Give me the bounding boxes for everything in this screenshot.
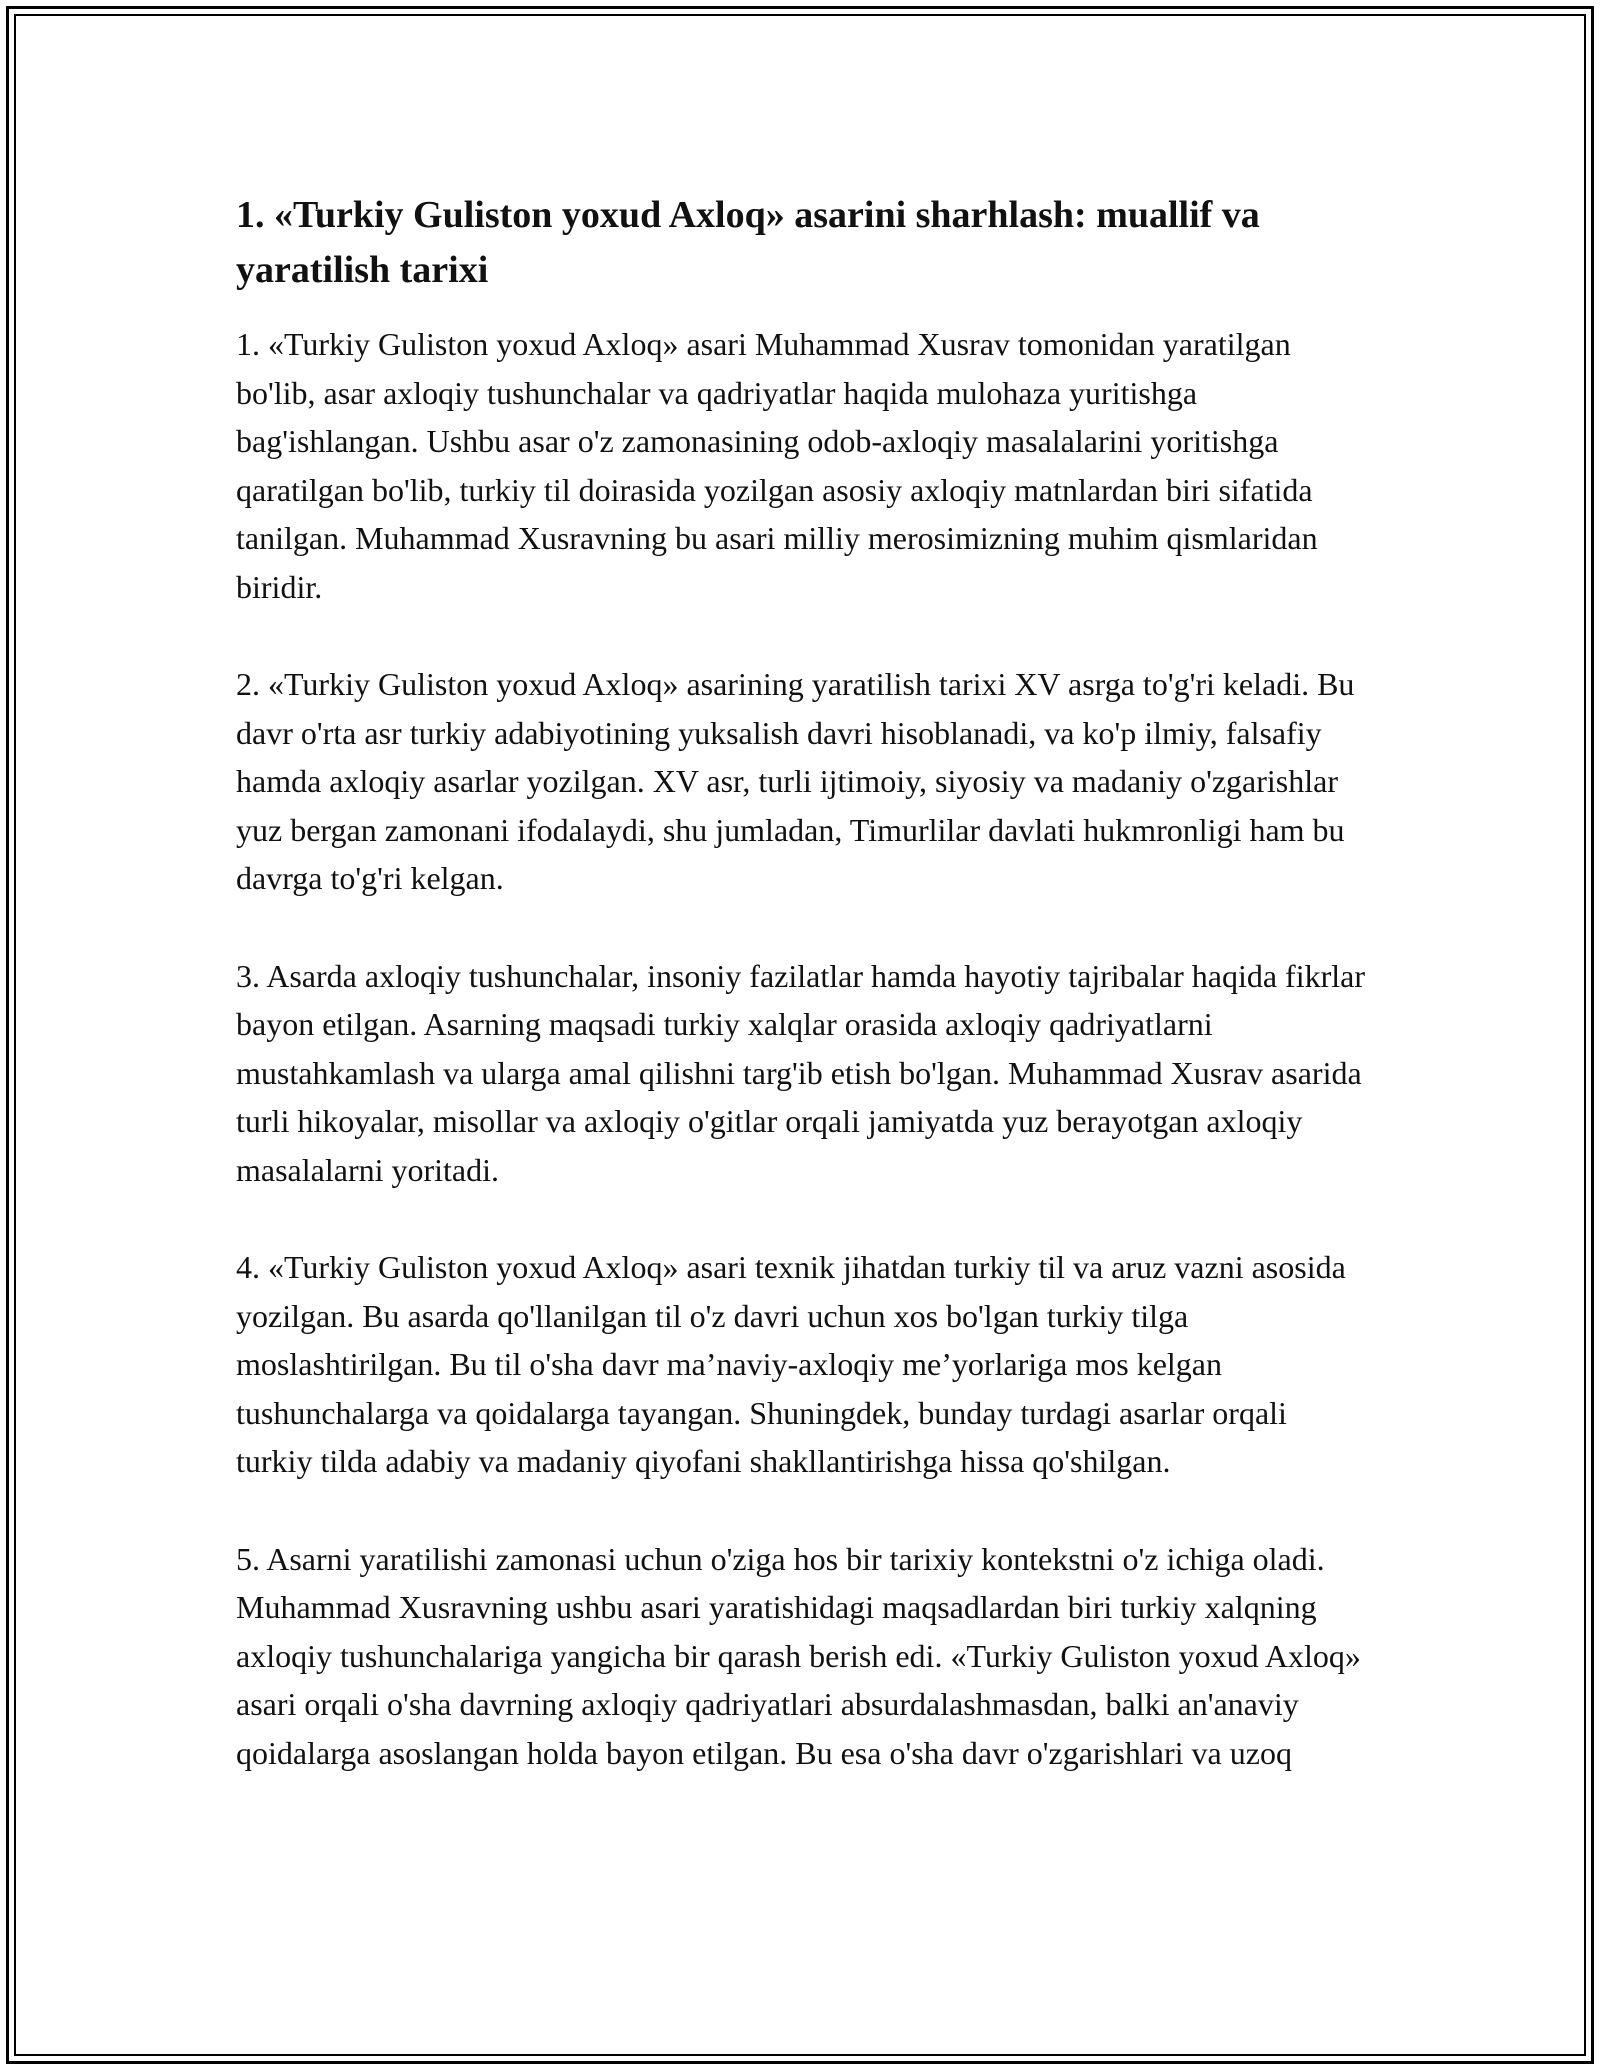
section-heading: 1. «Turkiy Guliston yoxud Axloq» asarini sharhlash: muallif va yaratilish tarixi bbox=[236, 194, 1260, 291]
paragraph-2: 2. «Turkiy Guliston yoxud Axloq» asarining yaratilish tarixi XV asrga to'g'ri keladi. Bu davr o'rta asr turkiy adabiyotining yuksalish davri hisoblanadi, va ko'p ilmiy, falsafiy hamda axloqiy asarlar yozilgan. XV asr, turli ijtimoiy, siyosiy va madaniy o'zgarishlar yuz bergan zamonani ifodalaydi, shu jumladan, Timurlilar davlati hukmronligi ham bu davrga to'g'ri kelgan. bbox=[236, 666, 1355, 896]
paragraph-5: 5. Asarni yaratilishi zamonasi uchun o'ziga hos bir tarixiy kontekstni o'z ichiga oladi. Muhammad Xusravning ushbu asari yaratishidagi maqsadlardan biri turkiy xalqning axloqiy tushunchalariga yangicha bir qarash berish edi. «Turkiy Guliston yoxud Axloq» asari orqali o'sha davrning axloqiy qadriyatlari absurdalashmasdan, balki an'anaviy qoidalarga asoslangan holda bayon etilgan. Bu esa o'sha davr o'zgarishlari va uzoq bbox=[236, 1540, 1361, 1771]
document-body bbox=[236, 188, 1366, 1826]
paragraph-1: 1. «Turkiy Guliston yoxud Axloq» asari Muhammad Xusrav tomonidan yaratilgan bo'lib, asar axloqiy tushunchalar va qadriyatlar haqida mulohaza yuritishga bag'ishlangan. Ushbu asar o'z zamonasining odob-axloqiy masalalarini yoritishga qaratilgan bo'lib, turkiy til doirasida yozilgan asosiy axloqiy matnlardan biri sifatida tanilgan. Muhammad Xusravning bu asari milliy merosimizning muhim qismlaridan biridir. bbox=[236, 326, 1318, 605]
paragraph-4: 4. «Turkiy Guliston yoxud Axloq» asari texnik jihatdan turkiy til va aruz vazni asosida yozilgan. Bu asarda qo'llanilgan til o'z davri uchun xos bo'lgan turkiy tilga moslashtirilgan. Bu til o'sha davr ma’naviy-axloqiy me’yorlariga mos kelgan tushunchalarga va qoidalarga tayangan. Shuningdek, bunday turdagi asarlar orqali turkiy tilda adabiy va madaniy qiyofani shakllantirishga hissa qo'shilgan. bbox=[236, 1249, 1346, 1479]
paragraph-3: 3. Asarda axloqiy tushunchalar, insoniy fazilatlar hamda hayotiy tajribalar haqida fikrlar bayon etilgan. Asarning maqsadi turkiy xalqlar orasida axloqiy qadriyatlarni mustahkamlash va ularga amal qilishni targ'ib etish bo'lgan. Muhammad Xusrav asarida turli hikoyalar, misollar va axloqiy o'gitlar orqali jamiyatda yuz berayotgan axloqiy masalalarni yoritadi. bbox=[236, 957, 1365, 1188]
